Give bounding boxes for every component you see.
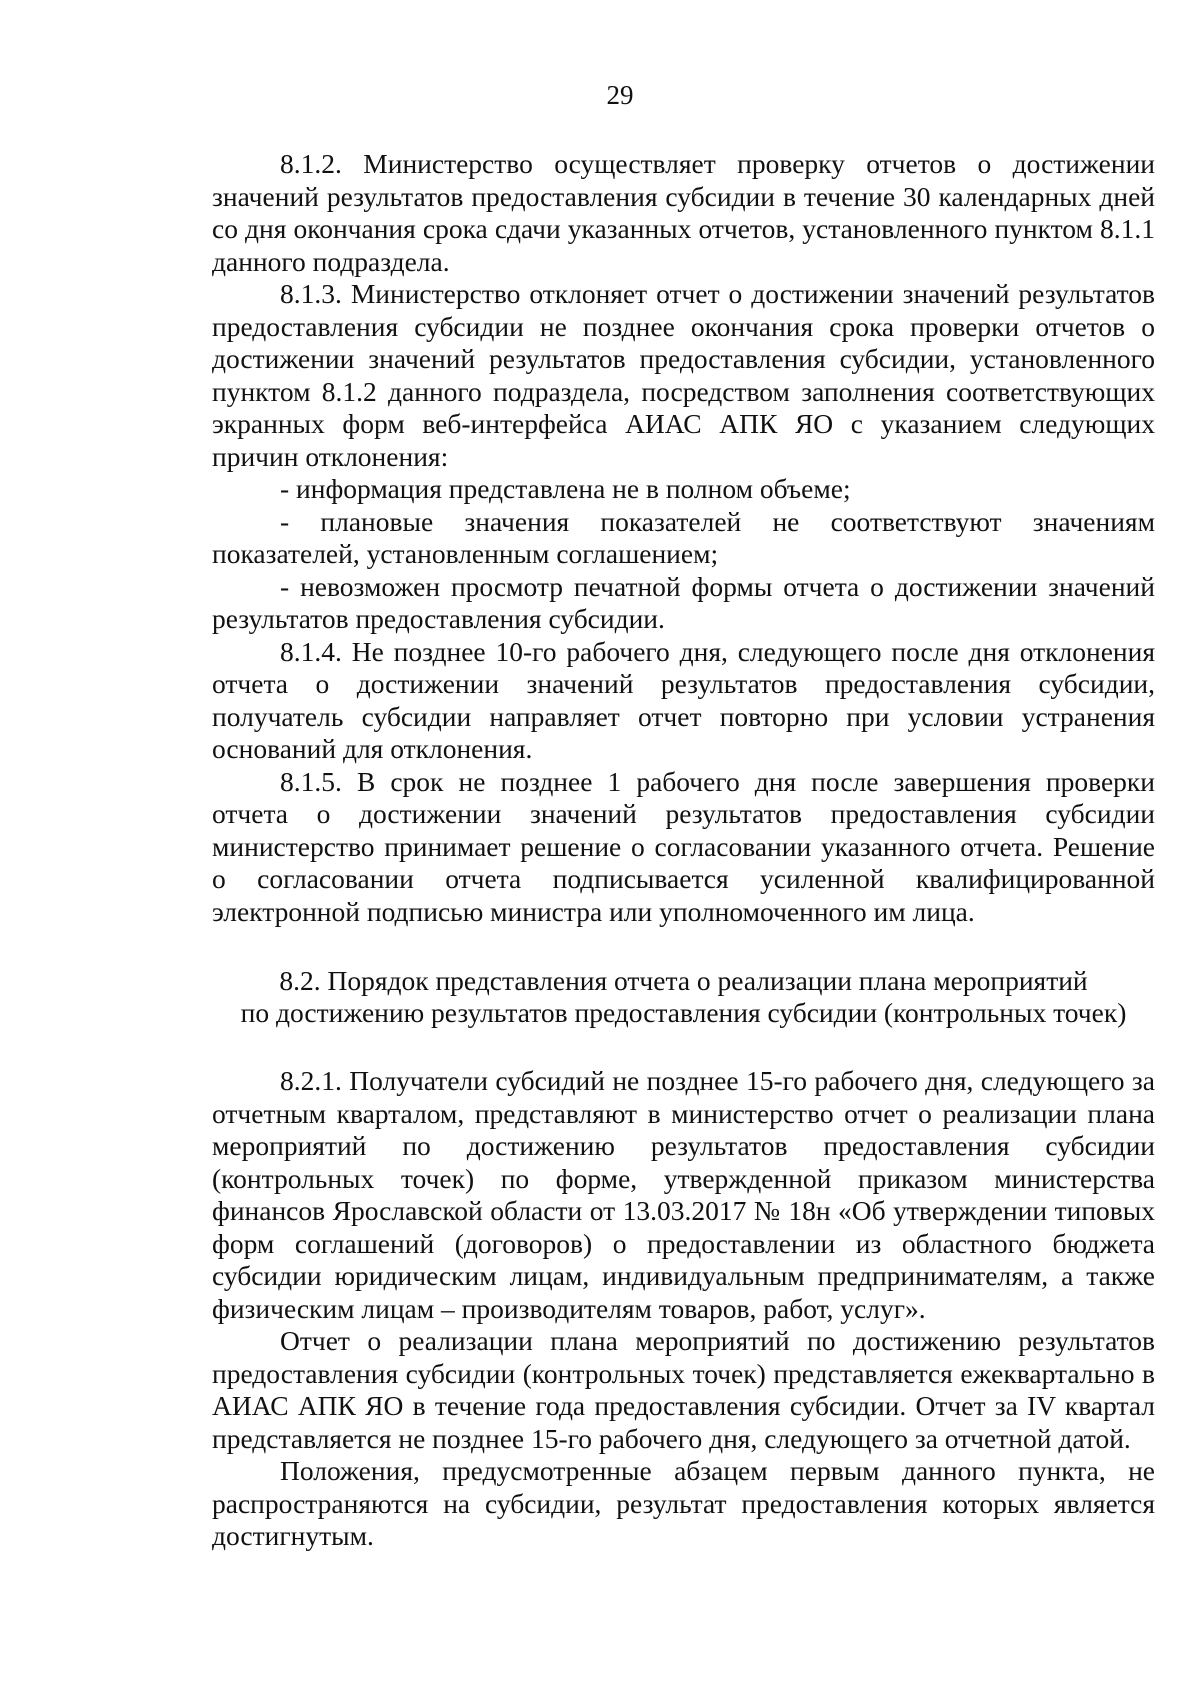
paragraph-8-1-3: 8.1.3. Министерство отклоняет отчет о достижении значений результатов предоставления субсидии не позднее окончания срока проверки отчетов о достижении значений результатов предоставления субсидии, установленного пунктом 8.1.2 данного подраздела, посредством заполнения соответствующих экранных форм веб-интерфейса АИАС АПК ЯО с указанием следующих причин отклонения: (212, 278, 1155, 472)
section-8-2-body (212, 1065, 1155, 1553)
paragraph-8-1-4: 8.1.4. Не позднее 10-го рабочего дня, следующего после дня отклонения отчета о достижении значений результатов предоставления субсидии, получатель субсидии направляет отчет повторно при условии устранения оснований для отклонения. (212, 635, 1155, 764)
section-8-2-heading (212, 965, 1155, 1029)
heading-line-1: 8.2. Порядок представления отчета о реализации плана мероприятий (279, 965, 1088, 996)
list-item-incomplete-info: - информация представлена не в полном объеме; (280, 473, 851, 504)
list-item-plan-mismatch: - плановые значения показателей не соответствуют значениям показателей, установленным соглашением; (212, 505, 1155, 569)
paragraph-quarterly-report: Отчет о реализации плана мероприятий по достижению результатов предоставления субсидии (контрольных точек) представляется ежеквартально в АИАС АПК ЯО в течение года предоставления субсидии. Отчет за IV квартал представляется не позднее 15-го рабочего дня, следующего за отчетной датой. (212, 1325, 1155, 1454)
paragraph-8-1-5: 8.1.5. В срок не позднее 1 рабочего дня после завершения проверки отчета о достижении значений результатов предоставления субсидии министерство принимает решение о согласовании указанного отчета. Решение о согласовании отчета подписывается усиленной квалифицированной электронной подписью министра или уполномоченного им лица. (212, 765, 1155, 927)
page-number: 29 (606, 80, 634, 110)
section-8-1-body (212, 148, 1155, 928)
list-item-print-form-unavailable: - невозможен просмотр печатной формы отчета о достижении значений результатов предоставления субсидии. (212, 570, 1155, 634)
paragraph-exemption: Положения, предусмотренные абзацем первым данного пункта, не распространяются на субсидии, результат предоставления которых является достигнутым. (212, 1455, 1155, 1551)
paragraph-8-1-2: 8.1.2. Министерство осуществляет проверку отчетов о достижении значений результатов предоставления субсидии в течение 30 календарных дней со дня окончания срока сдачи указанных отчетов, установленного пунктом 8.1.1 данного подраздела. (212, 148, 1155, 277)
paragraph-8-2-1: 8.2.1. Получатели субсидий не позднее 15-го рабочего дня, следующего за отчетным кварталом, представляют в министерство отчет о реализации плана мероприятий по достижению результатов предоставления субсидии (контрольных точек) по форме, утвержденной приказом министерства финансов Ярославской области от 13.03.2017 № 18н «Об утверждении типовых форм соглашений (договоров) о предоставлении из областного бюджета субсидии юридическим лицам, индивидуальным предпринимателям, а также физическим лицам – производителям товаров, работ, услуг». (212, 1065, 1155, 1324)
heading-line-2: по достижению результатов предоставления субсидии (контрольных точек) (240, 997, 1127, 1028)
